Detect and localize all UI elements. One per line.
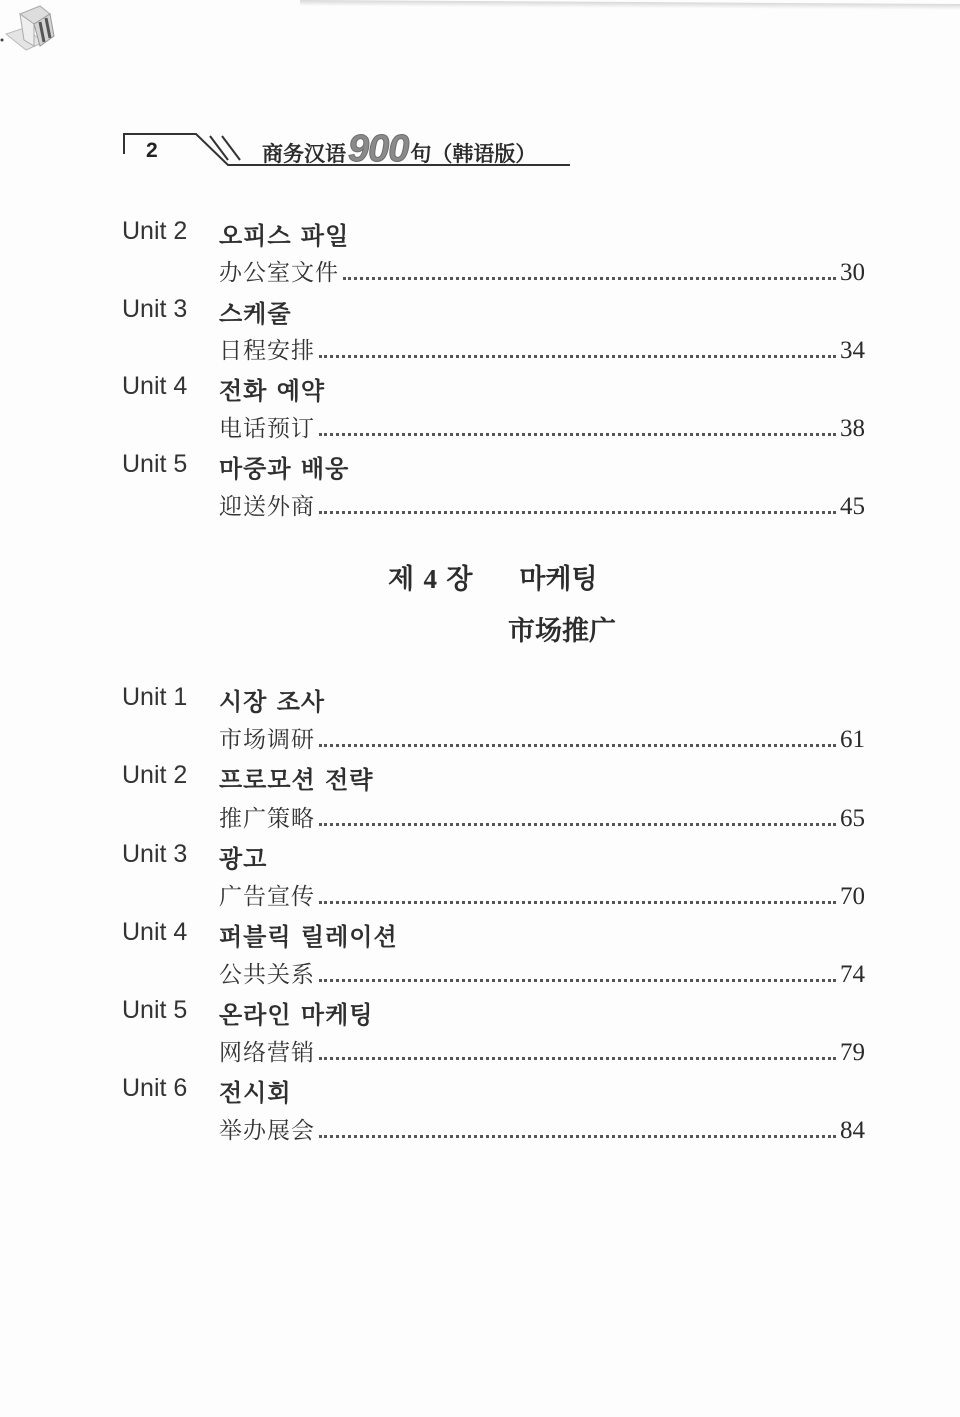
- dot-leader: [319, 1057, 836, 1060]
- toc-leader-line: [219, 721, 865, 754]
- toc-leader-line: [219, 1112, 865, 1145]
- page-number: 65: [840, 805, 865, 832]
- book-title-number: 900: [348, 128, 409, 170]
- korean-title: 광고: [219, 845, 268, 873]
- chinese-title: 网络营销: [219, 1040, 315, 1066]
- dot-leader: [319, 355, 836, 358]
- dot-leader: [319, 979, 836, 982]
- toc-leader-line: [219, 410, 865, 443]
- page-number: 84: [840, 1117, 865, 1144]
- unit-label: Unit 5: [122, 450, 188, 478]
- toc-leader-line: [219, 956, 865, 989]
- korean-title: 마중과 배웅: [219, 455, 350, 483]
- korean-title: 프로모션 전략: [219, 766, 374, 794]
- chapter-number: 4: [423, 564, 437, 594]
- book-title-prefix: 商务汉语: [262, 142, 346, 166]
- unit-label: Unit 4: [122, 918, 188, 946]
- book-title-suffix: 句（韩语版）: [410, 142, 537, 166]
- book-title: [262, 128, 536, 171]
- page-number: 79: [840, 1039, 865, 1066]
- toc-leader-line: [219, 878, 865, 911]
- page-number: 38: [840, 415, 865, 442]
- dot-leader: [319, 1135, 836, 1138]
- chinese-title: 迎送外商: [219, 494, 315, 520]
- chapter-chinese-title: 市场推广: [508, 616, 616, 647]
- toc-leader-line: [219, 800, 865, 833]
- korean-title: 오피스 파일: [219, 222, 350, 250]
- chinese-title: 办公室文件: [219, 260, 339, 286]
- toc-leader-line: [219, 488, 865, 521]
- dot-leader: [319, 901, 836, 904]
- chapter-suffix: 장: [446, 564, 473, 595]
- chinese-title: 市场调研: [219, 727, 315, 753]
- unit-label: Unit 3: [122, 295, 188, 323]
- page-number: 74: [840, 961, 865, 988]
- header-page-number: 2: [146, 139, 158, 162]
- unit-label: Unit 6: [122, 1074, 188, 1102]
- book-stack-icon: [0, 0, 62, 58]
- chapter-korean-title: 마케팅: [519, 564, 598, 595]
- korean-title: 시장 조사: [219, 688, 326, 716]
- page-number: 61: [840, 726, 865, 753]
- chinese-title: 公共关系: [219, 962, 315, 988]
- chinese-title: 广告宣传: [219, 884, 315, 910]
- korean-title: 전시회: [219, 1079, 292, 1107]
- chinese-title: 电话预订: [219, 416, 315, 442]
- page-number: 45: [840, 493, 865, 520]
- chinese-title: 日程安排: [219, 338, 315, 364]
- korean-title: 스케줄: [219, 300, 292, 328]
- chapter-prefix: 제: [388, 564, 415, 595]
- unit-label: Unit 5: [122, 996, 188, 1024]
- korean-title: 퍼블릭 릴레이션: [219, 923, 398, 951]
- page-number: 70: [840, 883, 865, 910]
- dot-leader: [319, 823, 836, 826]
- dot-leader: [319, 433, 836, 436]
- toc-leader-line: [219, 254, 865, 287]
- dot-leader: [319, 511, 836, 514]
- dot-leader: [343, 277, 836, 280]
- chinese-title: 推广策略: [219, 806, 315, 832]
- unit-label: Unit 2: [122, 761, 188, 789]
- running-header: [0, 0, 960, 200]
- dot-leader: [319, 744, 836, 747]
- toc-leader-line: [219, 332, 865, 365]
- chapter-heading: [388, 557, 598, 596]
- unit-label: Unit 2: [122, 217, 188, 245]
- korean-title: 온라인 마케팅: [219, 1001, 374, 1029]
- unit-label: Unit 1: [122, 683, 188, 711]
- korean-title: 전화 예약: [219, 377, 326, 405]
- page-number: 30: [840, 259, 865, 286]
- page-number: 34: [840, 337, 865, 364]
- toc-leader-line: [219, 1034, 865, 1067]
- unit-label: Unit 4: [122, 372, 188, 400]
- unit-label: Unit 3: [122, 840, 188, 868]
- chinese-title: 举办展会: [219, 1118, 315, 1144]
